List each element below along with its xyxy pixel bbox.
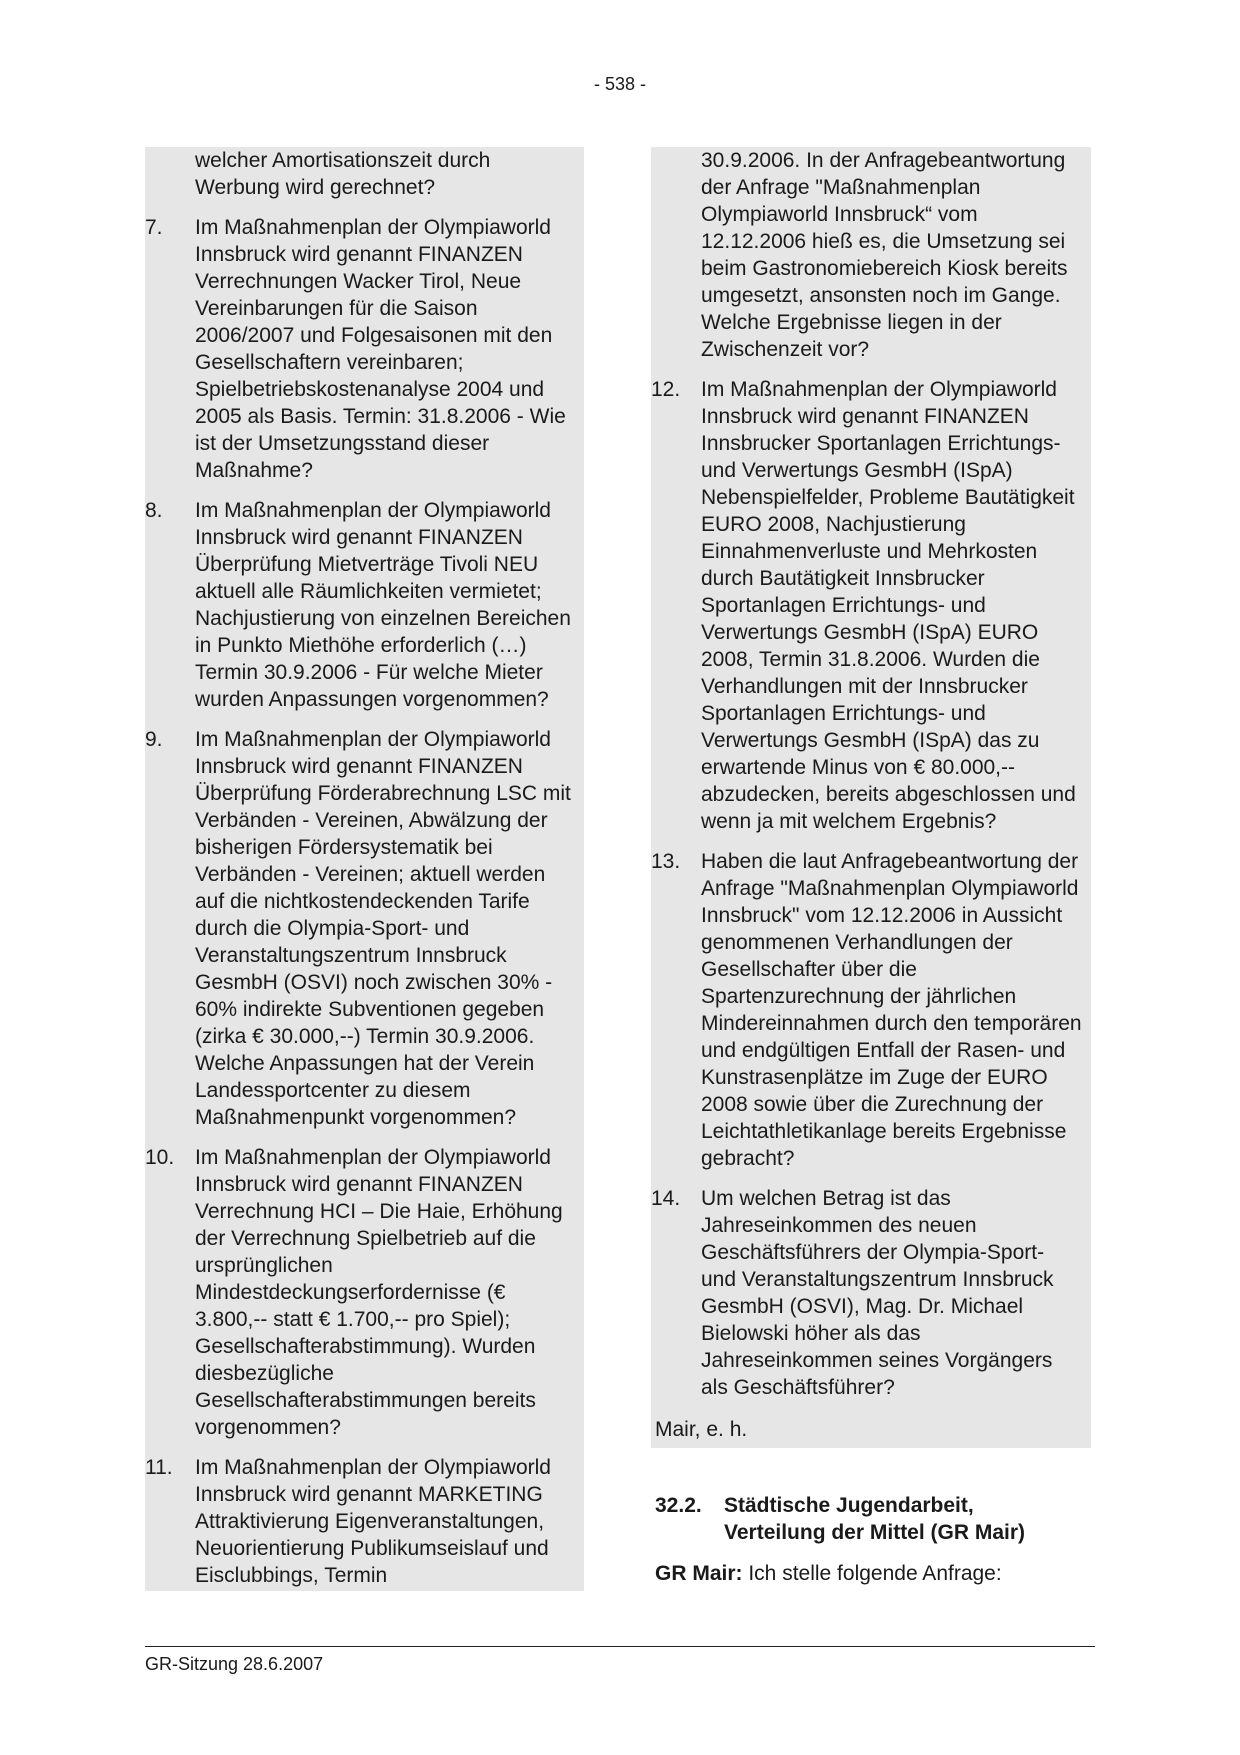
question-continuation — [651, 147, 1083, 363]
statement-text: Ich stelle folgende Anfrage: — [742, 1562, 1002, 1585]
question-number: 10. — [145, 1146, 175, 1169]
question-number: 12. — [651, 378, 681, 401]
question-9 — [145, 726, 576, 1131]
right-column — [651, 147, 1091, 1587]
question-number: 9. — [145, 728, 163, 751]
signature: Mair, e. h. — [655, 1418, 748, 1441]
question-number: 13. — [651, 850, 681, 873]
question-text: Im Maßnahmenplan der Olympiaworld Innsbruck wird genannt FINANZEN Überprüfung Mietverträge Tivoli NEU aktuell alle Räumlichkeiten vermietet; Nachjustierung von einzelnen Bereichen in Punkto Miethöhe erforderlich (…) Termin 30.9.2006 - Für welche Mieter wurden Anpassungen vorgenommen? — [195, 499, 571, 711]
question-14 — [651, 1185, 1083, 1401]
question-12 — [651, 376, 1083, 835]
left-question-block — [145, 147, 584, 1591]
question-10 — [145, 1144, 576, 1441]
question-number: 14. — [651, 1187, 681, 1210]
question-text: Im Maßnahmenplan der Olympiaworld Innsbruck wird genannt FINANZEN Innsbrucker Sportanlagen Errichtungs- und Verwertungs GesmbH (ISpA) Nebenspielfelder, Probleme Bautätigkeit EURO 2008, Nachjustierung Einnahmenverluste und Mehrkosten durch Bautätigkeit Innsbrucker Sportanlagen Errichtungs- und Verwertungs GesmbH (ISpA) EURO 2008, Termin 31.8.2006. Wurden die Verhandlungen mit der Innsbrucker Sportanlagen Errichtungs- und Verwertungs GesmbH (ISpA) das zu erwartende Minus von € 80.000,-- abzudecken, bereits abgeschlossen und wenn ja mit welchem Ergebnis? — [701, 378, 1076, 833]
question-text: Im Maßnahmenplan der Olympiaworld Innsbruck wird genannt MARKETING Attraktivierung Eigenveranstaltungen, Neuorientierung Publikumseislauf und Eisclubbings, Termin — [195, 1456, 551, 1587]
question-text: Im Maßnahmenplan der Olympiaworld Innsbruck wird genannt FINANZEN Verrechnungen Wacker Tirol, Neue Vereinbarungen für die Saison 2006/2007 und Folgesaisonen mit den Gesellschaftern vereinbaren; Spielbetriebskostenanalyse 2004 und 2005 als Basis. Termin: 31.8.2006 - Wie ist der Umsetzungsstand dieser Maßnahme? — [195, 216, 566, 482]
section-title-line-2: Verteilung der Mittel (GR Mair) — [724, 1521, 1026, 1544]
question-13 — [651, 848, 1083, 1172]
question-text: 30.9.2006. In der Anfragebeantwortung der Anfrage "Maßnahmenplan Olympiaworld Innsbruck“ vom 12.12.2006 hieß es, die Umsetzung sei beim Gastronomiebereich Kiosk bereits umgesetzt, ansonsten noch im Gange. Welche Ergebnisse liegen in der Zwischenzeit vor? — [701, 149, 1068, 361]
question-text: Haben die laut Anfragebeantwortung der Anfrage "Maßnahmenplan Olympiaworld Innsbruck" vom 12.12.2006 in Aussicht genommenen Verhandlungen der Gesellschafter über die Spartenzurechnung der jährlichen Mindereinnahmen durch den temporären und endgültigen Entfall der Rasen- und Kunstrasenplätze im Zuge der EURO 2008 sowie über die Zurechnung der Leichtathletikanlage bereits Ergebnisse gebracht? — [701, 850, 1082, 1170]
question-number: 8. — [145, 499, 163, 522]
section-title-line-1: Städtische Jugendarbeit, — [724, 1494, 974, 1517]
section-heading — [651, 1492, 1091, 1546]
question-text: Im Maßnahmenplan der Olympiaworld Innsbruck wird genannt FINANZEN Verrechnung HCI – Die Haie, Erhöhung der Verrechnung Spielbetrieb auf die ursprünglichen Mindestdeckungserfordernisse (€ 3.800,-- statt € 1.700,-- pro Spiel); Gesellschafterabstimmung). Wurden diesbezügliche Gesellschafterabstimmungen bereits vorgenommen? — [195, 1146, 563, 1439]
right-question-block — [651, 147, 1091, 1448]
footer-session-date: GR-Sitzung 28.6.2007 — [145, 1654, 324, 1674]
footer-divider — [145, 1646, 1095, 1647]
section-number: 32.2. — [655, 1494, 702, 1517]
page-number: - 538 - — [593, 74, 647, 94]
question-continuation — [145, 147, 576, 201]
speaker-name: GR Mair: — [655, 1562, 743, 1585]
question-text: Im Maßnahmenplan der Olympiaworld Innsbruck wird genannt FINANZEN Überprüfung Förderabrechnung LSC mit Verbänden - Vereinen, Abwälzung der bisherigen Fördersystematik bei Verbänden - Vereinen; aktuell werden auf die nichtkostendeckenden Tarife durch die Olympia-Sport- und Veranstaltungszentrum Innsbruck GesmbH (OSVI) noch zwischen 30% - 60% indirekte Subventionen gegeben (zirka € 30.000,--) Termin 30.9.2006. Welche Anpassungen hat der Verein Landessportcenter zu diesem Maßnahmenpunkt vorgenommen? — [195, 728, 571, 1129]
question-11 — [145, 1454, 576, 1589]
question-text: Um welchen Betrag ist das Jahreseinkommen des neuen Geschäftsführers der Olympia-Sport- und Veranstaltungszentrum Innsbruck GesmbH (OSVI), Mag. Dr. Michael Bielowski höher als das Jahreseinkommen seines Vorgängers als Geschäftsführer? — [701, 1187, 1054, 1399]
question-text: welcher Amortisationszeit durch Werbung wird gerechnet? — [195, 149, 491, 199]
question-8 — [145, 497, 576, 713]
question-number: 11. — [145, 1456, 173, 1479]
speaker-statement — [651, 1560, 1091, 1587]
question-number: 7. — [145, 216, 163, 239]
question-7 — [145, 214, 576, 484]
left-column — [145, 147, 584, 1591]
